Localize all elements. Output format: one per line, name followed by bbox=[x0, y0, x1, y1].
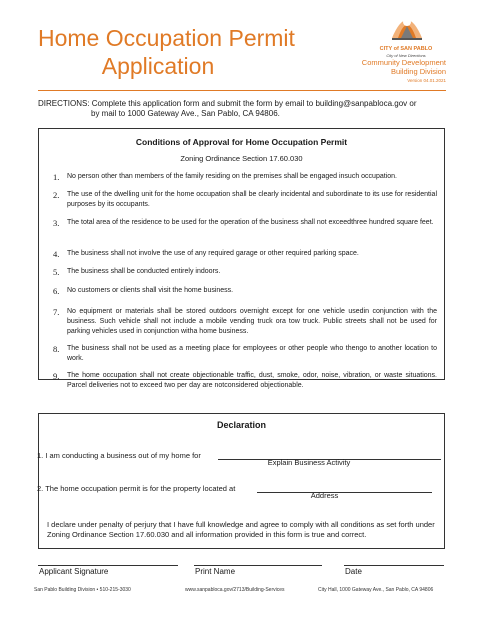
print-name-field[interactable] bbox=[194, 565, 322, 566]
date-field[interactable] bbox=[344, 565, 444, 566]
business-activity-label: 1. I am conducting a business out of my home for bbox=[37, 451, 201, 460]
property-address-hint: Address bbox=[310, 491, 339, 500]
conditions-title: Conditions of Approval for Home Occupation Permit bbox=[135, 137, 348, 147]
city-tagline: City of New Directions bbox=[386, 53, 426, 58]
condition-text: The business shall be conducted entirely indoors. bbox=[67, 268, 221, 275]
footer-address: City Hall, 1000 Gateway Ave., San Pablo, CA 94806 bbox=[318, 587, 434, 593]
directions-line1: DIRECTIONS: Complete this application form and submit the form by email to building@sanpabloca.gov or bbox=[38, 99, 417, 108]
business-activity-hint: Explain Business Activity bbox=[267, 458, 351, 467]
applicant-signature-label: Applicant Signature bbox=[39, 567, 109, 576]
footer-phone: San Pablo Building Division • 510-215-3030 bbox=[34, 587, 131, 593]
declaration-statement: I declare under penalty of perjury that I have full knowledge and agree to comply with all conditions as set forth under Zoning Ordinance Section 17.60.030 and all information provided in this form is true and correct. bbox=[47, 520, 435, 539]
conditions-subtitle: Zoning Ordinance Section 17.60.030 bbox=[180, 154, 303, 163]
condition-text: The home occupation shall not create objectionable traffic, dust, smoke, odor, noise, vibration, or waste situations. Parcel deliveries not to exceed two per day are notconsidered objectionable. bbox=[67, 372, 437, 389]
directions bbox=[38, 99, 417, 119]
condition-number: 7. bbox=[53, 307, 60, 317]
condition-text: No person other than members of the family residing on the premises shall be engaged insuch occupation. bbox=[67, 173, 397, 180]
header-divider bbox=[38, 90, 446, 91]
page-title-line2: Application bbox=[101, 53, 215, 79]
department-line2: Building Division bbox=[390, 67, 446, 76]
condition-text: The business shall not be used as a meeting place for employees or other people who thengo to another location to work. bbox=[67, 345, 437, 362]
condition-text: The total area of the residence to be used for the operation of the business shall not exceedthree hundred square feet. bbox=[67, 219, 434, 226]
condition-number: 8. bbox=[53, 344, 60, 354]
condition-text: No equipment or materials shall be stored outdoors overnight except for one vehicle usedin conjunction with the business. Such vehicle shall not include a mobile vending truck ora tow truck. Public streets shall not be used for parking vehicles used in conjunction witha home business. bbox=[67, 308, 437, 335]
property-address-label: 2. The home occupation permit is for the property located at bbox=[37, 484, 236, 493]
condition-number: 1. bbox=[53, 172, 60, 182]
condition-number: 3. bbox=[53, 218, 60, 228]
conditions-box bbox=[38, 128, 445, 389]
city-logo bbox=[366, 8, 446, 58]
date-label: Date bbox=[345, 567, 362, 576]
city-name: CITY of SAN PABLO bbox=[379, 46, 433, 52]
condition-number: 5. bbox=[53, 267, 60, 277]
page-title bbox=[38, 24, 295, 80]
condition-number: 6. bbox=[53, 286, 60, 296]
declaration-title: Declaration bbox=[216, 420, 267, 430]
condition-text: No customers or clients shall visit the home business. bbox=[67, 287, 234, 294]
condition-number: 2. bbox=[53, 190, 60, 200]
applicant-signature-field[interactable] bbox=[38, 565, 178, 566]
version-label: Version 04.01.2021 bbox=[407, 78, 446, 83]
page-title-line1: Home Occupation Permit bbox=[38, 25, 295, 51]
condition-text: The business shall not involve the use of any required garage or other required parking space. bbox=[67, 250, 359, 257]
footer-website: www.sanpabloca.gov/2713/Building-Services bbox=[185, 587, 285, 593]
condition-text: The use of the dwelling unit for the home occupation shall be clearly incidental and subordinate to its use for residential purposes by its occupants. bbox=[67, 191, 437, 208]
print-name-label: Print Name bbox=[195, 567, 236, 576]
condition-number: 9. bbox=[53, 371, 60, 381]
directions-line2: by mail to 1000 Gateway Ave., San Pablo, CA 94806. bbox=[91, 109, 280, 118]
department bbox=[362, 58, 446, 76]
condition-number: 4. bbox=[53, 249, 60, 259]
declaration-box bbox=[38, 413, 445, 549]
department-line1: Community Development bbox=[361, 58, 446, 67]
city-seal-icon bbox=[386, 8, 428, 46]
